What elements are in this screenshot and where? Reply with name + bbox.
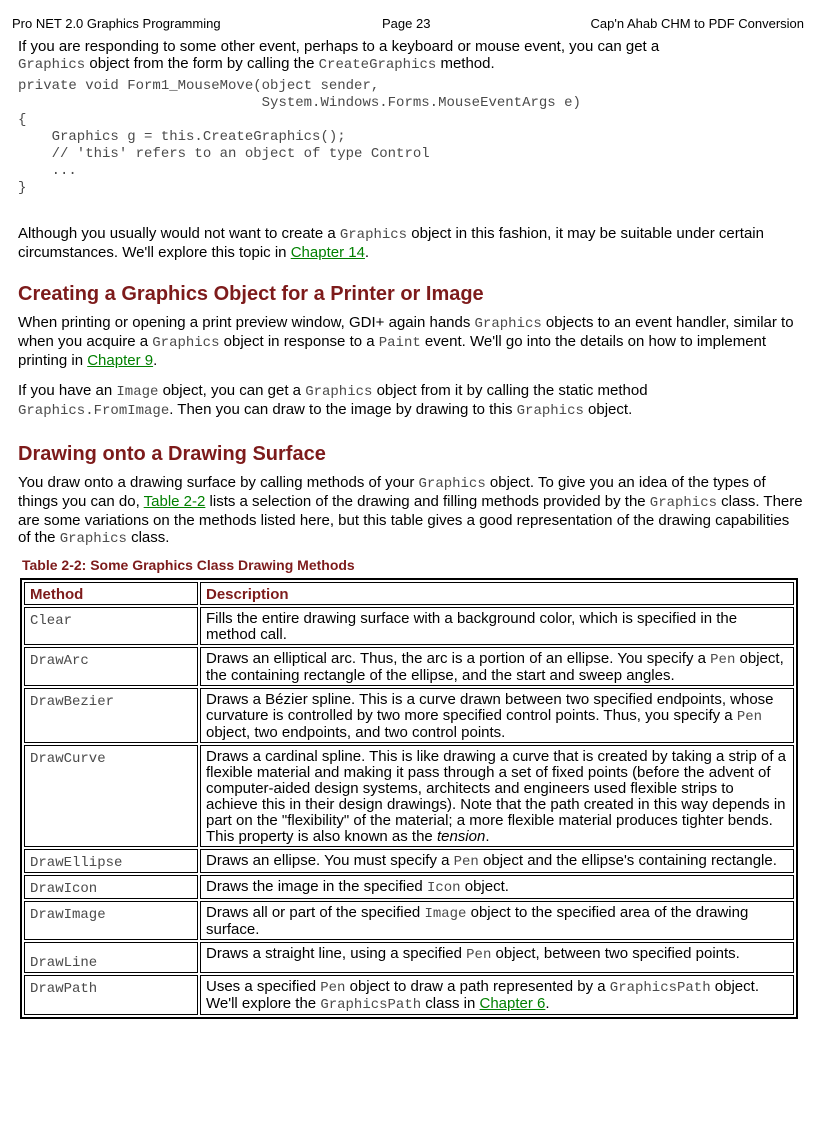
method-name: DrawArc [24, 647, 198, 686]
method-name: DrawIcon [24, 875, 198, 899]
method-name: DrawEllipse [24, 849, 198, 873]
table-row [24, 745, 794, 847]
table-row [24, 901, 794, 940]
chapter-14-link[interactable]: Chapter 14 [290, 244, 365, 261]
method-description: Draws a Bézier spline. This is a curve drawn between two specified endpoints, whose curvature is controlled by two more specified control points. Thus, you specify a Pen object, two endpoints, and two control points. [200, 688, 794, 743]
method-description: Draws an ellipse. You must specify a Pen object and the ellipse's containing rectangle. [200, 849, 794, 873]
column-header-description: Description [200, 582, 794, 605]
paragraph-drawing-surface: You draw onto a drawing surface by calling methods of your Graphics object. To give you an idea of the types of things you can do, Table 2-2 lists a selection of the drawing and filling methods provided by the Graphics class. There are some variations on the methods listed here, but this table gives a good representation of the drawing capabilities of the Graphics class. [18, 474, 803, 547]
table-caption: Table 2-2: Some Graphics Class Drawing Methods [22, 557, 355, 573]
header-conversion-note: Cap'n Ahab CHM to PDF Conversion [590, 16, 804, 31]
chapter-6-link[interactable]: Chapter 6 [479, 995, 546, 1012]
method-name: DrawCurve [24, 745, 198, 847]
method-description: Draws a straight line, using a specified Pen object, between two specified points. [200, 942, 794, 973]
page-content [18, 38, 804, 1019]
paragraph-image-object: If you have an Image object, you can get a Graphics object from it by calling the static method Graphics.FromImage. Then you can draw to the image by drawing to this Graphics object. [18, 382, 648, 419]
method-description: Draws an elliptical arc. Thus, the arc is a portion of an ellipse. You specify a Pen object, the containing rectangle of the ellipse, and the start and sweep angles. [200, 647, 794, 686]
column-header-method: Method [24, 582, 198, 605]
drawing-methods-table [20, 578, 798, 1019]
chapter-9-link[interactable]: Chapter 9 [87, 352, 154, 369]
section-heading-printer-image: Creating a Graphics Object for a Printer or Image [18, 283, 484, 305]
method-description: Fills the entire drawing surface with a background color, which is specified in the method call. [200, 607, 794, 645]
paragraph-although: Although you usually would not want to create a Graphics object in this fashion, it may be suitable under certain circumstances. We'll explore this topic in Chapter 14. [18, 225, 764, 261]
table-row [24, 875, 794, 899]
method-description: Uses a specified Pen object to draw a path represented by a GraphicsPath object. We'll explore the GraphicsPath class in Chapter 6. [200, 975, 794, 1015]
table-row [24, 688, 794, 743]
table-row [24, 647, 794, 686]
header-page-number: Page 23 [382, 16, 431, 31]
code-listing: private void Form1_MouseMove(object sender, System.Windows.Forms.MouseEventArgs e) { Graphics g = this.CreateGraphics(); // 'this' refers to an object of type Control ... } [18, 78, 581, 196]
table-header-row [24, 582, 794, 605]
section-heading-drawing-surface: Drawing onto a Drawing Surface [18, 443, 326, 465]
method-name: DrawPath [24, 975, 198, 1015]
header-book-title: Pro NET 2.0 Graphics Programming [12, 16, 221, 31]
method-name: DrawLine [24, 942, 198, 973]
method-name: DrawBezier [24, 688, 198, 743]
intro-paragraph: If you are responding to some other event, perhaps to a keyboard or mouse event, you can get a Graphics object from the form by calling the CreateGraphics method. [18, 38, 660, 73]
table-2-2-link[interactable]: Table 2-2 [143, 493, 206, 510]
method-description: Draws the image in the specified Icon object. [200, 875, 794, 899]
method-description: Draws all or part of the specified Image object to the specified area of the drawing surface. [200, 901, 794, 940]
table-row [24, 942, 794, 973]
method-description: Draws a cardinal spline. This is like drawing a curve that is created by taking a strip of a flexible material and making it pass through a set of fixed points (before the advent of computer-aided design systems, architects and engineers used flexible strips to achieve this in their design drawings). Note that the path created in this way depends in part on the "flexibility" of the material; a more flexible material produces tighter bends. This property is also known as the tension. [200, 745, 794, 847]
method-name: DrawImage [24, 901, 198, 940]
table-row [24, 607, 794, 645]
table-row [24, 975, 794, 1015]
table-row [24, 849, 794, 873]
page-header [12, 16, 804, 32]
paragraph-printing: When printing or opening a print preview window, GDI+ again hands Graphics objects to an event handler, similar to when you acquire a Graphics object in response to a Paint event. We'll go into the details on how to implement printing in Chapter 9. [18, 314, 794, 369]
method-name: Clear [24, 607, 198, 645]
